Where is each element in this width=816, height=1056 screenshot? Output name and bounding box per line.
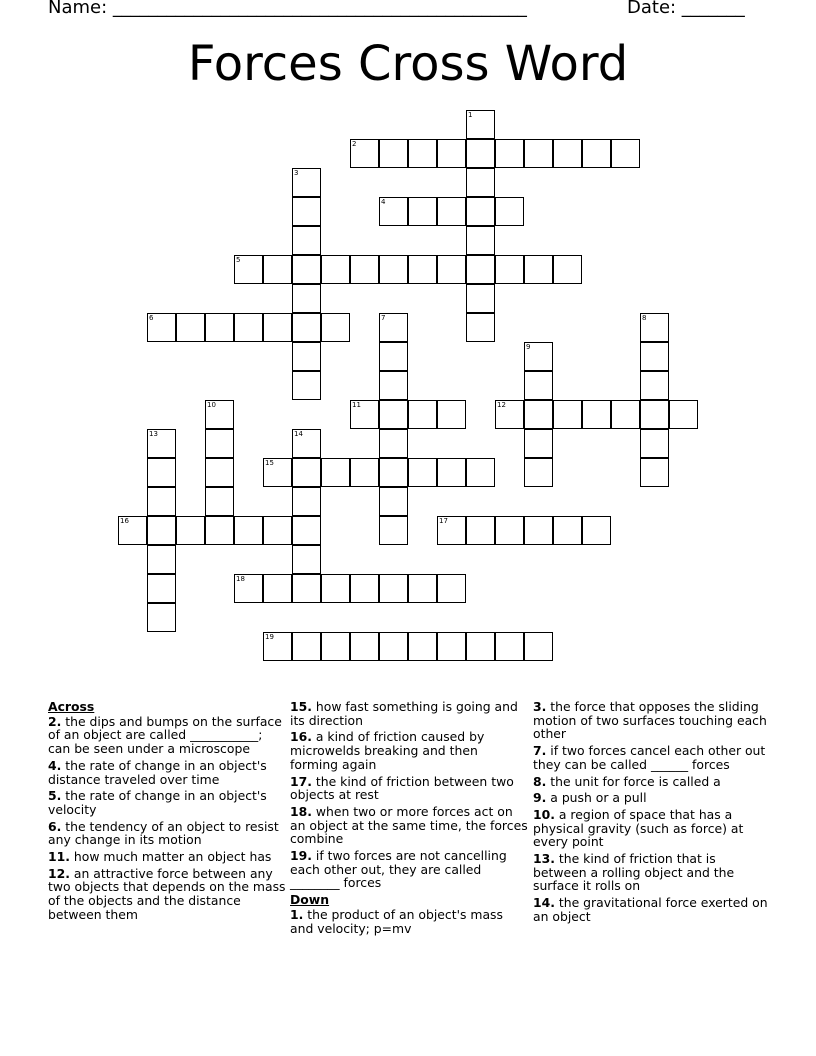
grid-cell[interactable] — [292, 168, 321, 197]
clue-number: 14. — [533, 895, 555, 911]
clue-number-label: 12 — [497, 401, 506, 409]
clue-across-16 — [290, 730, 528, 771]
grid-cell[interactable] — [495, 255, 524, 284]
grid-cell[interactable] — [379, 255, 408, 284]
grid-cell[interactable] — [234, 313, 263, 342]
grid-cell[interactable] — [437, 574, 466, 603]
clue-number-label: 3 — [294, 169, 299, 177]
grid-cell[interactable] — [640, 400, 669, 429]
clue-down-9 — [533, 791, 771, 805]
grid-cell[interactable] — [292, 226, 321, 255]
grid-cell[interactable] — [292, 632, 321, 661]
clue-number: 11. — [48, 849, 70, 865]
clue-text: the kind of friction that is between a rolling object and the surface it rolls on — [533, 851, 735, 894]
grid-cell[interactable] — [524, 429, 553, 458]
grid-cell[interactable] — [263, 632, 292, 661]
grid-cell[interactable] — [408, 632, 437, 661]
grid-cell[interactable] — [466, 632, 495, 661]
grid-cell[interactable] — [524, 342, 553, 371]
grid-cell[interactable] — [234, 516, 263, 545]
grid-cell[interactable] — [263, 458, 292, 487]
clue-text: how much matter an object has — [69, 849, 272, 865]
grid-cell[interactable] — [321, 255, 350, 284]
clue-down-7 — [533, 744, 771, 771]
grid-cell[interactable] — [350, 458, 379, 487]
grid-cell[interactable] — [466, 284, 495, 313]
down-heading: Down — [290, 892, 330, 908]
grid-cell[interactable] — [379, 516, 408, 545]
grid-cell[interactable] — [205, 458, 234, 487]
clue-text: the rate of change in an object's velocity — [48, 788, 267, 817]
clue-number-label: 17 — [439, 517, 448, 525]
grid-cell[interactable] — [524, 139, 553, 168]
grid-cell[interactable] — [379, 371, 408, 400]
clue-number-label: 13 — [149, 430, 158, 438]
clues-column-1 — [48, 700, 286, 925]
grid-cell[interactable] — [147, 516, 176, 545]
grid-cell[interactable] — [292, 371, 321, 400]
name-field-label: Name: ______________________________________________ — [48, 0, 527, 18]
clue-down-14 — [533, 896, 771, 923]
clue-number-label: 15 — [265, 459, 274, 467]
clue-text: if two forces are not cancelling each other out, they are called ________ forces — [290, 848, 507, 891]
clue-number-label: 14 — [294, 430, 303, 438]
grid-cell[interactable] — [292, 487, 321, 516]
grid-cell[interactable] — [379, 342, 408, 371]
grid-cell[interactable] — [495, 197, 524, 226]
grid-cell[interactable] — [466, 197, 495, 226]
date-field-label: Date: _______ — [627, 0, 745, 18]
clue-text: the gravitational force exerted on an object — [533, 895, 768, 924]
grid-cell[interactable] — [669, 400, 698, 429]
grid-cell[interactable] — [495, 139, 524, 168]
grid-cell[interactable] — [205, 487, 234, 516]
grid-cell[interactable] — [234, 574, 263, 603]
grid-cell[interactable] — [408, 255, 437, 284]
clue-number-label: 11 — [352, 401, 361, 409]
clue-number: 7. — [533, 743, 547, 759]
clue-number-label: 18 — [236, 575, 245, 583]
grid-cell[interactable] — [524, 371, 553, 400]
clue-across-17 — [290, 775, 528, 802]
grid-cell[interactable] — [147, 429, 176, 458]
clue-down-1 — [290, 908, 528, 935]
grid-cell[interactable] — [292, 516, 321, 545]
grid-cell[interactable] — [466, 139, 495, 168]
grid-cell[interactable] — [321, 632, 350, 661]
grid-cell[interactable] — [437, 197, 466, 226]
grid-cell[interactable] — [495, 516, 524, 545]
clue-text: the force that opposes the sliding motion of two surfaces touching each other — [533, 699, 767, 742]
clue-text: a region of space that has a physical gravity (such as force) at every point — [533, 806, 744, 850]
grid-cell[interactable] — [292, 545, 321, 574]
grid-cell[interactable] — [379, 487, 408, 516]
grid-cell[interactable] — [350, 139, 379, 168]
grid-cell[interactable] — [437, 632, 466, 661]
clue-across-12 — [48, 867, 286, 922]
page-title: Forces Cross Word — [187, 36, 629, 92]
clue-number-label: 8 — [642, 314, 647, 322]
grid-cell[interactable] — [292, 255, 321, 284]
clue-number: 15. — [290, 699, 312, 714]
grid-cell[interactable] — [147, 487, 176, 516]
clue-number: 1. — [290, 906, 304, 922]
clue-number-label: 10 — [207, 401, 216, 409]
grid-cell[interactable] — [147, 458, 176, 487]
grid-cell[interactable] — [524, 400, 553, 429]
clue-down-3 — [533, 700, 771, 741]
grid-cell[interactable] — [611, 139, 640, 168]
clue-across-11 — [48, 850, 286, 864]
clue-text: the unit for force is called a — [546, 773, 721, 789]
clue-text: when two or more forces act on an object at the same time, the forces combine — [290, 803, 528, 847]
grid-cell[interactable] — [147, 313, 176, 342]
grid-cell[interactable] — [234, 255, 263, 284]
grid-cell[interactable] — [437, 139, 466, 168]
grid-cell[interactable] — [292, 313, 321, 342]
clue-across-15 — [290, 700, 528, 727]
grid-cell[interactable] — [466, 168, 495, 197]
clue-text: an attractive force between any two objects that depends on the mass of the objects and the distance between them — [48, 865, 286, 922]
clue-number: 16. — [290, 729, 312, 745]
clue-text: the rate of change in an object's distance traveled over time — [48, 757, 267, 787]
grid-cell[interactable] — [582, 400, 611, 429]
clue-across-2 — [48, 715, 286, 756]
grid-cell[interactable] — [263, 574, 292, 603]
grid-cell[interactable] — [553, 400, 582, 429]
grid-cell[interactable] — [640, 458, 669, 487]
grid-cell[interactable] — [582, 139, 611, 168]
clue-number: 6. — [48, 818, 62, 834]
clue-text: the dips and bumps on the surface of an object are called ___________; can be seen under a microscope — [48, 713, 282, 757]
grid-cell[interactable] — [466, 313, 495, 342]
clue-number: 19. — [290, 848, 312, 864]
clue-number-label: 6 — [149, 314, 154, 322]
grid-cell[interactable] — [437, 458, 466, 487]
clue-text: if two forces cancel each other out they can be called ______ forces — [533, 743, 766, 772]
clue-down-8 — [533, 775, 771, 789]
grid-cell[interactable] — [321, 574, 350, 603]
grid-cell[interactable] — [408, 400, 437, 429]
grid-cell[interactable] — [379, 313, 408, 342]
grid-cell[interactable] — [379, 139, 408, 168]
clue-text: how fast something is going and its direction — [290, 699, 518, 728]
grid-cell[interactable] — [379, 632, 408, 661]
grid-cell[interactable] — [582, 516, 611, 545]
clue-number-label: 9 — [526, 343, 531, 351]
grid-cell[interactable] — [640, 429, 669, 458]
grid-cell[interactable] — [553, 139, 582, 168]
grid-cell[interactable] — [263, 516, 292, 545]
grid-cell[interactable] — [321, 313, 350, 342]
grid-cell[interactable] — [553, 255, 582, 284]
grid-cell[interactable] — [350, 400, 379, 429]
grid-cell[interactable] — [292, 284, 321, 313]
clue-text: the tendency of an object to resist any change in its motion — [48, 818, 279, 848]
clue-number: 10. — [533, 806, 555, 822]
clue-text: a push or a pull — [546, 790, 647, 806]
grid-cell[interactable] — [205, 400, 234, 429]
grid-cell[interactable] — [147, 574, 176, 603]
grid-cell[interactable] — [292, 574, 321, 603]
grid-cell[interactable] — [118, 516, 147, 545]
grid-cell[interactable] — [292, 342, 321, 371]
grid-cell[interactable] — [176, 516, 205, 545]
clue-number: 12. — [48, 865, 70, 881]
grid-cell[interactable] — [379, 458, 408, 487]
across-heading: Across — [48, 699, 95, 714]
grid-cell[interactable] — [437, 400, 466, 429]
clue-text: the kind of friction between two objects at rest — [290, 773, 514, 803]
clue-number-label: 16 — [120, 517, 129, 525]
clue-number-label: 1 — [468, 111, 473, 119]
grid-cell[interactable] — [437, 516, 466, 545]
grid-cell[interactable] — [408, 574, 437, 603]
grid-cell[interactable] — [205, 516, 234, 545]
clue-number: 4. — [48, 757, 62, 773]
grid-cell[interactable] — [176, 313, 205, 342]
grid-cell[interactable] — [379, 429, 408, 458]
clue-number: 5. — [48, 788, 62, 804]
grid-cell[interactable] — [263, 313, 292, 342]
clue-across-5 — [48, 789, 286, 816]
clue-number: 18. — [290, 803, 312, 819]
clue-number-label: 7 — [381, 314, 386, 322]
clue-number: 8. — [533, 773, 547, 789]
grid-cell[interactable] — [408, 197, 437, 226]
grid-cell[interactable] — [495, 632, 524, 661]
grid-cell[interactable] — [466, 516, 495, 545]
clue-number: 3. — [533, 699, 547, 714]
grid-cell[interactable] — [466, 110, 495, 139]
grid-cell[interactable] — [495, 400, 524, 429]
clue-number: 2. — [48, 713, 62, 729]
clue-across-6 — [48, 820, 286, 847]
grid-cell[interactable] — [321, 458, 350, 487]
grid-cell[interactable] — [408, 139, 437, 168]
grid-cell[interactable] — [292, 458, 321, 487]
clue-across-19 — [290, 849, 528, 890]
clue-number: 9. — [533, 790, 547, 806]
grid-cell[interactable] — [466, 226, 495, 255]
clue-number-label: 4 — [381, 198, 386, 206]
clue-number: 17. — [290, 773, 312, 789]
clue-number: 13. — [533, 851, 555, 867]
clue-text: the product of an object's mass and velocity; p=mv — [290, 906, 503, 936]
grid-cell[interactable] — [640, 313, 669, 342]
grid-cell[interactable] — [553, 516, 582, 545]
grid-cell[interactable] — [205, 429, 234, 458]
grid-cell[interactable] — [437, 255, 466, 284]
grid-cell[interactable] — [408, 458, 437, 487]
clue-number-label: 5 — [236, 256, 241, 264]
clue-across-18 — [290, 805, 528, 846]
clue-text: a kind of friction caused by microwelds breaking and then forming again — [290, 729, 485, 772]
grid-cell[interactable] — [379, 574, 408, 603]
grid-cell[interactable] — [147, 603, 176, 632]
grid-cell[interactable] — [524, 255, 553, 284]
grid-cell[interactable] — [640, 371, 669, 400]
clue-across-4 — [48, 759, 286, 786]
grid-cell[interactable] — [350, 574, 379, 603]
clue-down-10 — [533, 808, 771, 849]
grid-cell[interactable] — [350, 632, 379, 661]
clue-down-13 — [533, 852, 771, 893]
clue-number-label: 19 — [265, 633, 274, 641]
clue-number-label: 2 — [352, 140, 357, 148]
grid-cell[interactable] — [524, 516, 553, 545]
grid-cell[interactable] — [466, 255, 495, 284]
grid-cell[interactable] — [379, 400, 408, 429]
grid-cell[interactable] — [263, 255, 292, 284]
grid-cell[interactable] — [524, 458, 553, 487]
grid-cell[interactable] — [350, 255, 379, 284]
grid-cell[interactable] — [205, 313, 234, 342]
grid-cell[interactable] — [466, 458, 495, 487]
grid-cell[interactable] — [640, 342, 669, 371]
grid-cell[interactable] — [147, 545, 176, 574]
clues-column-3 — [533, 700, 771, 927]
grid-cell[interactable] — [292, 197, 321, 226]
grid-cell[interactable] — [379, 197, 408, 226]
grid-cell[interactable] — [524, 632, 553, 661]
clues-column-2 — [290, 700, 528, 938]
grid-cell[interactable] — [611, 400, 640, 429]
grid-cell[interactable] — [292, 429, 321, 458]
